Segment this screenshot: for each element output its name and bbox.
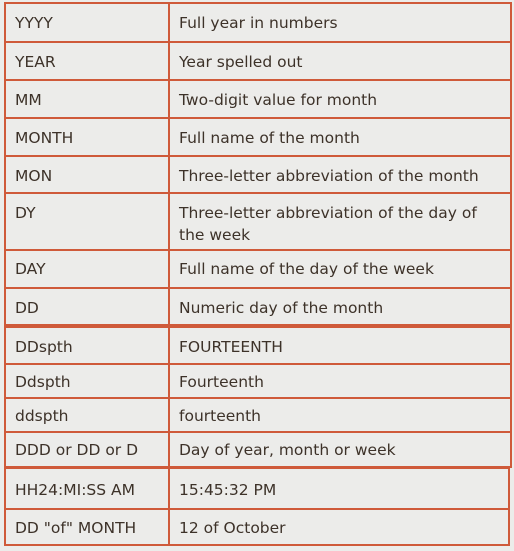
table-row <box>5 3 511 42</box>
format-description: 15:45:32 PM <box>169 468 509 509</box>
format-code: DD <box>5 288 169 325</box>
table-row <box>5 193 511 250</box>
format-description: Full year in numbers <box>169 3 511 42</box>
date-format-table-spelled <box>4 326 512 468</box>
format-code: DD "of" MONTH <box>5 509 169 545</box>
table-row <box>5 42 511 80</box>
format-description: 12 of October <box>169 509 509 545</box>
table-row <box>5 468 509 509</box>
date-format-table-main <box>4 2 512 326</box>
format-code: DY <box>5 193 169 250</box>
format-description: Two-digit value for month <box>169 80 511 118</box>
table-row <box>5 288 511 325</box>
format-code: HH24:MI:SS AM <box>5 468 169 509</box>
format-code: DDspth <box>5 327 169 364</box>
format-description: Full name of the day of the week <box>169 250 511 288</box>
format-code: DAY <box>5 250 169 288</box>
format-description: Three-letter abbreviation of the month <box>169 156 511 193</box>
table-row <box>5 156 511 193</box>
table-row <box>5 118 511 156</box>
format-code: ddspth <box>5 398 169 432</box>
format-description: Numeric day of the month <box>169 288 511 325</box>
format-code: MONTH <box>5 118 169 156</box>
format-description: fourteenth <box>169 398 511 432</box>
format-description: Fourteenth <box>169 364 511 398</box>
table-row <box>5 80 511 118</box>
date-format-table-examples <box>4 467 510 546</box>
format-description: Year spelled out <box>169 42 511 80</box>
table-row <box>5 509 509 545</box>
format-description: Three-letter abbreviation of the day of the week <box>169 193 511 250</box>
table-row <box>5 364 511 398</box>
format-description: Full name of the month <box>169 118 511 156</box>
table-row <box>5 432 511 467</box>
format-description: FOURTEENTH <box>169 327 511 364</box>
format-code: DDD or DD or D <box>5 432 169 467</box>
format-code: Ddspth <box>5 364 169 398</box>
table-row <box>5 250 511 288</box>
format-description: Day of year, month or week <box>169 432 511 467</box>
format-code: MON <box>5 156 169 193</box>
table-row <box>5 398 511 432</box>
format-code: MM <box>5 80 169 118</box>
format-code: YYYY <box>5 3 169 42</box>
table-row <box>5 327 511 364</box>
format-code: YEAR <box>5 42 169 80</box>
